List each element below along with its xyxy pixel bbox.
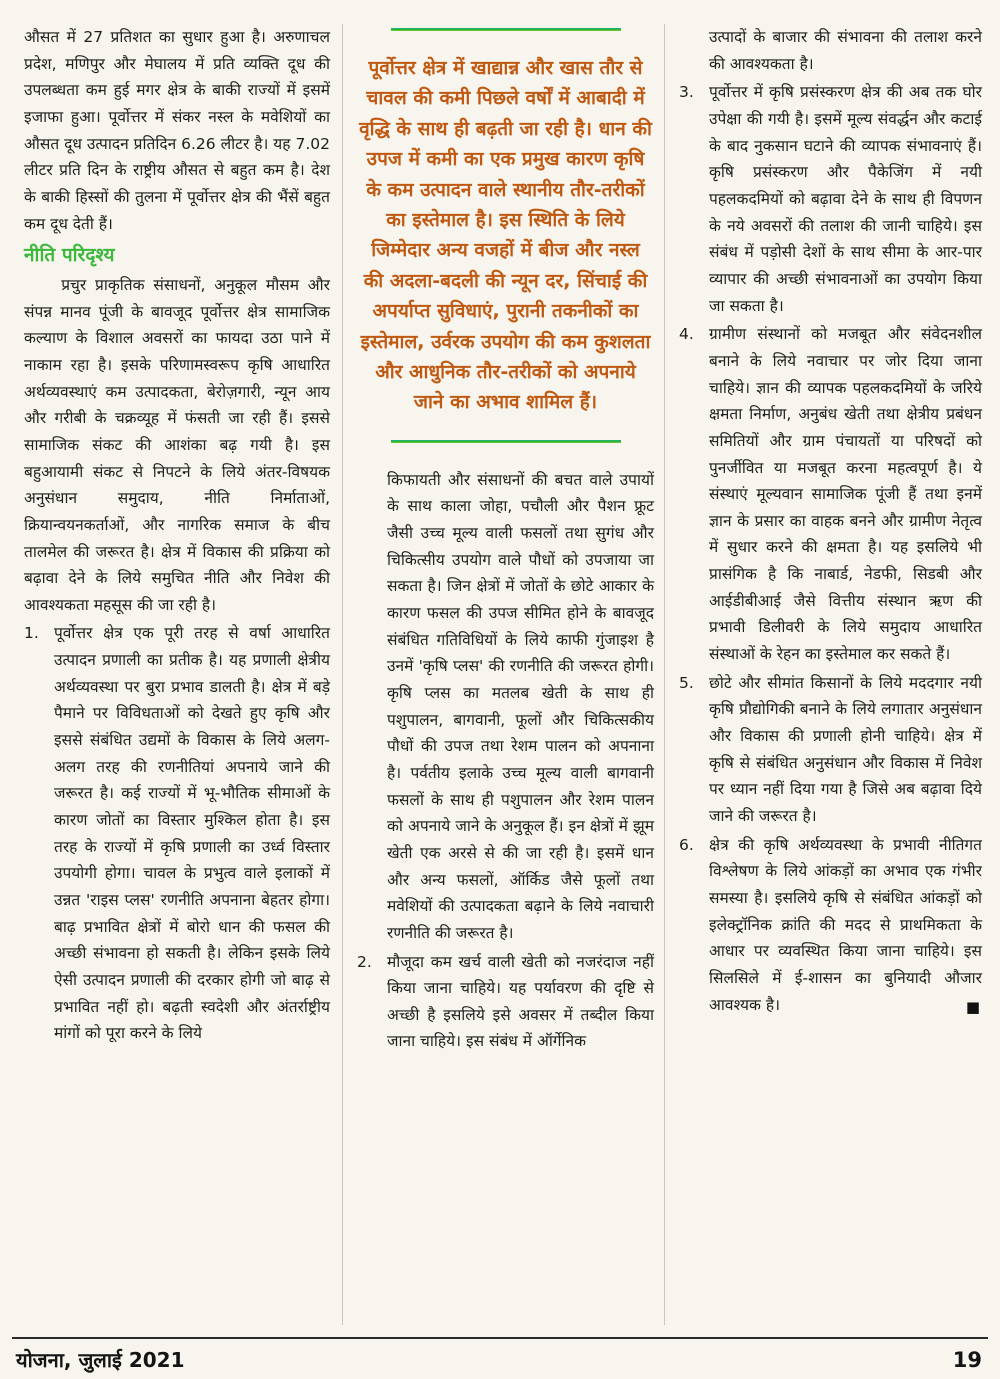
list-item-2 xyxy=(357,949,654,1056)
list-item-text: छोटे और सीमांत किसानों के लिये मददगार नयी कृषि प्रौद्योगिकी बनाने के लिये लगातार अनुसंधान और विकास की प्रणाली होनी चाहिये। क्षेत्र में कृषि से संबंधित अनुसंधान और विकास में निवेश पर ध्यान नहीं दिया गया है जिसे अब बढ़ावा दिये जाने की जरूरत है। xyxy=(709,673,982,826)
list-item-text: पूर्वोत्तर में कृषि प्रसंस्करण क्षेत्र की अब तक घोर उपेक्षा की गयी है। इसमें मूल्य संवर्द्धन और कटाई के बाद नुकसान घटाने की व्यापक संभावनाएं हैं। कृषि प्रसंस्करण और पैकेजिंग में नयी पहलकदमियों को बढ़ावा देने के साथ ही विपणन के नये अवसरों की तलाश की जानी चाहिये। इस संबंध में पड़ोसी देशों के साथ सीमा के आर-पार व्यापार की अच्छी संभावनाओं का उपयोग किया जा सकता है। xyxy=(709,83,982,315)
list-item-number: 4. xyxy=(679,325,694,344)
end-of-article-marker-icon: ■ xyxy=(965,998,980,1017)
list-item-number: 6. xyxy=(679,835,694,854)
paragraph-milk-statistics: औसत में 27 प्रतिशत का सुधार हुआ है। अरुणाचल प्रदेश, मणिपुर और मेघालय में प्रति व्यक्ति दूध की उपलब्धता कम हुई मगर क्षेत्र के बाकी राज्यों में इसमें इजाफा हुआ। पूर्वोत्तर में संकर नस्ल के मवेशियों का औसत दूध उत्पादन प्रतिदिन 6.26 लीटर है। यह 7.02 लीटर प्रति दिन के राष्ट्रीय औसत से बहुत कम है। देश के बाकी हिस्सों की तुलना में पूर्वोत्तर क्षेत्र की भैंसें बहुत कम दूध देती हैं। xyxy=(24,28,330,233)
list-item-number: 2. xyxy=(357,952,372,971)
three-column-layout xyxy=(20,24,988,1325)
list-item-text: मौजूदा कम खर्च वाली खेती को नजरंदाज नहीं किया जाना चाहिये। यह पर्यावरण की दृष्टि से अच्छी है इसलिये इसे अवसर में तब्दील किया जाना चाहिये। इस संबंध में ऑर्गेनिक xyxy=(387,952,654,1051)
pull-quote: पूर्वोत्तर क्षेत्र में खाद्यान्न और खास तौर से चावल की कमी पिछले वर्षों में आबादी में वृद्धि के साथ ही बढ़ती जा रही है। धान की उपज में कमी का एक प्रमुख कारण कृषि के कम उत्पादन वाले स्थानीय तौर-तरीकों का इस्तेमाल है। इस स्थिति के लिये जिम्मेदार अन्य वजहों में बीज और नस्ल की अदला-बदली की न्यून दर, सिंचाई की अपर्याप्त सुविधाएं, पुरानी तकनीकों का इस्तेमाल, उर्वरक उपयोग की कम कुशलता और आधुनिक तौर-तरीकों को अपनाये जाने का अभाव शामिल हैं। xyxy=(359,57,652,414)
pull-quote-divider-bottom xyxy=(391,440,621,443)
page-number: 19 xyxy=(952,1347,982,1372)
column-right xyxy=(664,24,988,1325)
paragraph-crops-continuation: किफायती और संसाधनों की बचत वाले उपायों के साथ काला जोहा, पचौली और पैशन फ्रूट जैसी उच्च मूल्य वाली फसलों तथा सुगंध और चिकित्सीय उपयोग वाले पौधों को उपजाया जा सकता है। जिन क्षेत्रों में जोतों के छोटे आकार के कारण फसल की उपज सीमित होने के बावजूद संबंधित गतिविधियों के लिये काफी गुंजाइश है उनमें 'कृषि प्लस' की रणनीति की जरूरत होगी। कृषि प्लस का मतलब खेती के साथ ही पशुपालन, बागवानी, फूलों और चिकित्सकीय पौधों की उपज तथा रेशम पालन को अपनाना है। पर्वतीय इलाके उच्च मूल्य वाली बागवानी फसलों के साथ ही पशुपालन और रेशम पालन को अपनाये जाने के अनुकूल हैं। इन क्षेत्रों में झूम खेती एक अरसे से की जा रही है। इसमें धान और अन्य फसलों, ऑर्किड जैसे फूलों तथा मवेशियों की उत्पादकता बढ़ाने के लिये नवाचारी रणनीति की जरूरत है। xyxy=(387,470,654,942)
journal-title: योजना, जुलाई 2021 xyxy=(16,1348,185,1372)
list-item-number: 5. xyxy=(679,673,694,692)
footer-divider xyxy=(12,1337,988,1339)
list-item-3 xyxy=(679,79,982,319)
pull-quote-divider-top xyxy=(391,28,621,31)
list-item-6 xyxy=(679,832,982,1019)
footer xyxy=(16,1346,982,1373)
list-item-text: क्षेत्र की कृषि अर्थव्यवस्था के प्रभावी नीतिगत विश्लेषण के लिये आंकड़ों का अभाव एक गंभीर समस्या है। इसलिये कृषि से संबंधित आंकड़ों को इलेक्ट्रॉनिक क्रांति की मदद से प्राथमिकता के आधार पर व्यवस्थित किया जाना चाहिये। इस सिलसिले में ई-शासन का बुनियादी औजार आवश्यक है। xyxy=(709,835,982,1014)
list-item-text: पूर्वोत्तर क्षेत्र एक पूरी तरह से वर्षा आधारित उत्पादन प्रणाली का प्रतीक है। यह प्रणाली क्षेत्रीय अर्थव्यवस्था पर बुरा प्रभाव डालती है। क्षेत्र में बड़े पैमाने पर विविधताओं को देखते हुए कृषि और इससे संबंधित उद्यमों के विकास के लिये अलग-अलग तरह की रणनीतियां अपनाये जाने की जरूरत है। कई राज्यों में भू-भौतिक सीमाओं के कारण जोतों का विस्तार मुश्किल होता है। इस तरह के राज्यों में कृषि प्रणाली का उर्ध्व विस्तार उपयोगी होगा। चावल के प्रभुत्व वाले इलाकों में उन्नत 'राइस प्लस' रणनीति अपनाना बेहतर होगा। बाढ़ प्रभावित क्षेत्रों में बोरो धान की फसल की अच्छी संभावना हो सकती है। लेकिन इसके लिये ऐसी उत्पादन प्रणाली की दरकार होगी जो बाढ़ से प्रभावित नहीं हो। बढ़ती स्वदेशी और अंतर्राष्ट्रीय मांगों को पूरा करने के लिये xyxy=(54,624,330,1043)
column-left xyxy=(20,24,342,1325)
column-middle xyxy=(342,24,664,1325)
list-item-4 xyxy=(679,321,982,668)
paragraph-policy-outlook: प्रचुर प्राकृतिक संसाधनों, अनुकूल मौसम और संपन्न मानव पूंजी के बावजूद पूर्वोत्तर क्षेत्र सामाजिक कल्याण के विशाल अवसरों का फायदा उठा पाने में नाकाम रहा है। इसके परिणामस्वरूप कृषि आधारित अर्थव्यवस्थाएं कम उत्पादकता, बेरोज़गारी, न्यून आय और गरीबी के चक्रव्यूह में फंसती जा रही हैं। इससे सामाजिक संकट की आशंका बढ़ गयी है। इस बहुआयामी संकट से निपटने के लिये अंतर-विषयक अनुसंधान समुदाय, नीति निर्माताओं, क्रियान्वयनकर्ताओं, और नागरिक समाज के बीच तालमेल की जरूरत है। क्षेत्र में विकास की प्रक्रिया को बढ़ावा देने के लिये समुचित नीति और निवेश की आवश्यकता महसूस की जा रही है। xyxy=(24,275,330,614)
paragraph-organic-continuation: उत्पादों के बाजार की संभावना की तलाश करने की आवश्यकता है। xyxy=(709,28,982,73)
list-item-number: 1. xyxy=(24,624,39,643)
section-heading-policy-outlook: नीति परिदृश्य xyxy=(24,244,115,267)
list-item-number: 3. xyxy=(679,83,694,102)
list-item-5 xyxy=(679,670,982,830)
list-item-text: ग्रामीण संस्थानों को मजबूत और संवेदनशील बनाने के लिये नवाचार पर जोर दिया जाना चाहिये। ज्ञान की व्यापक पहलकदमियों के जरिये क्षमता निर्माण, अनुबंध खेती तथा क्षेत्रीय प्रबंधन समितियों और ग्राम पंचायतों या परिषदों को पुनर्जीवित या मजबूत करना महत्वपूर्ण है। ये संस्थाएं मूल्यवान सामाजिक पूंजी हैं तथा इनमें ज्ञान के प्रसार का वाहक बनने और ग्रामीण नेतृत्व में सुधार करने की क्षमता है। यह इसलिये भी प्रासंगिक है कि नाबार्ड, नेडफी, सिडबी और आईडीबीआई जैसे वित्तीय संस्थान ऋण की प्रभावी डिलीवरी के लिये समुदाय आधारित संस्थाओं के रेहन का इस्तेमाल कर सकते हैं। xyxy=(709,325,982,664)
list-item-1 xyxy=(24,620,330,1047)
